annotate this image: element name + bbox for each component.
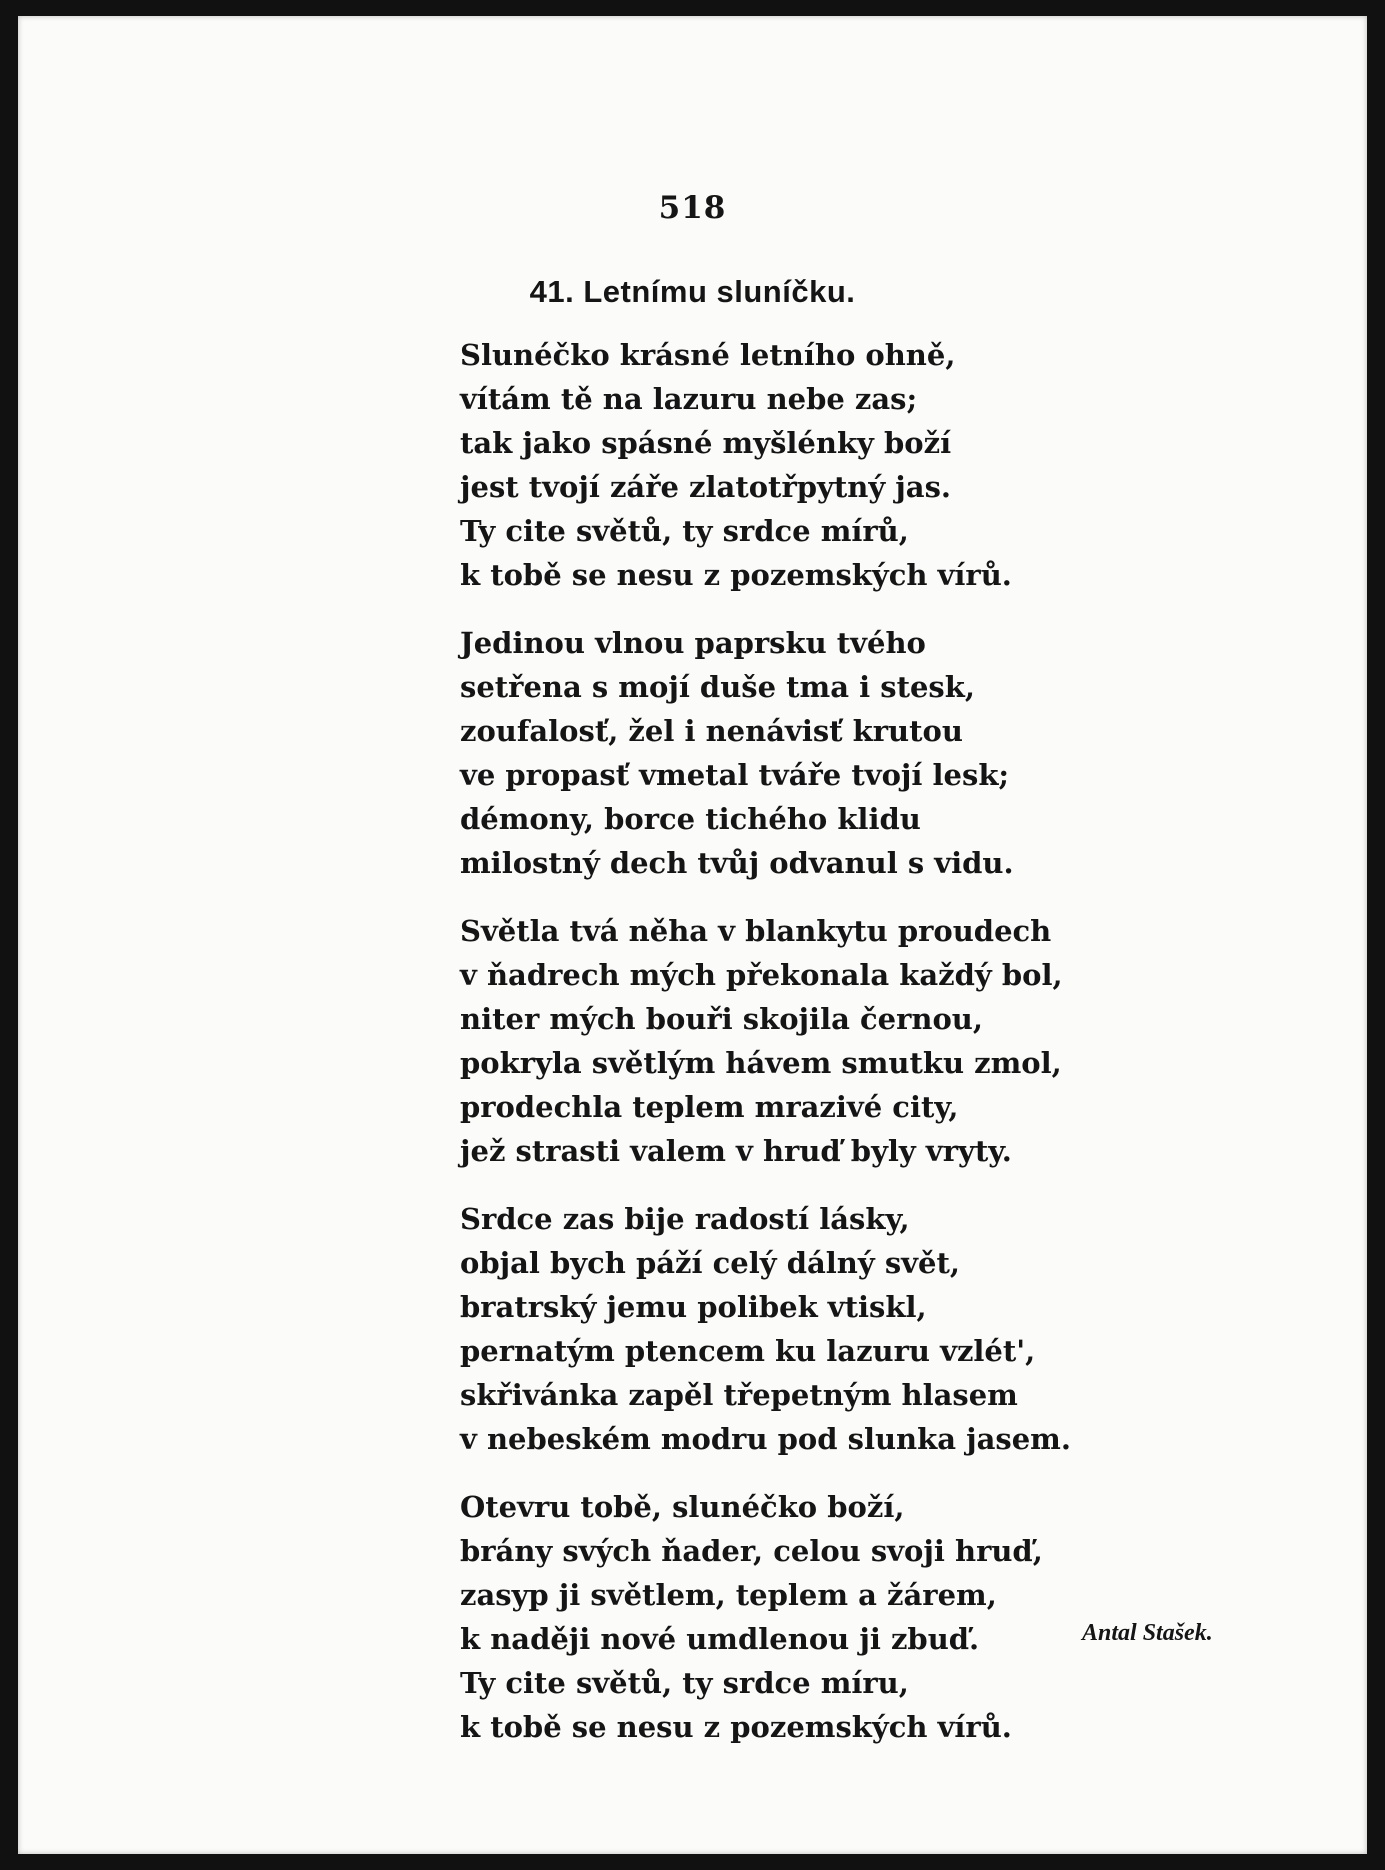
poem-line: objal bych páží celý dálný svět, [460, 1246, 960, 1280]
stanza-2 [460, 621, 1080, 885]
poem-line: Ty cite světů, ty srdce mírů, [460, 514, 909, 548]
poem-title: 41. Letnímu sluníčku. [529, 274, 856, 309]
poem-line: prodechla teplem mrazivé city, [460, 1090, 959, 1124]
poem-line: Srdce zas bije radostí lásky, [460, 1202, 910, 1236]
poem-line: k tobě se nesu z pozemských vírů. [460, 1710, 1012, 1744]
poem-line: milostný dech tvůj odvanul s vidu. [460, 846, 1014, 880]
author-signature: Antal Stašek. [1082, 1620, 1213, 1646]
stanza-3 [460, 909, 1080, 1173]
poem-line: vítám tě na lazuru nebe zas; [460, 382, 918, 416]
poem-line: k naději nové umdlenou ji zbuď. [460, 1622, 980, 1656]
poem-line: v ňadrech mých překonala každý bol, [460, 958, 1063, 992]
poem-line: démony, borce tichého klidu [460, 802, 921, 836]
stanza-1 [460, 333, 1080, 597]
poem-line: jež strasti valem v hruď byly vryty. [460, 1134, 1012, 1168]
poem-line: v nebeském modru pod slunka jasem. [460, 1422, 1071, 1456]
poem-line: Světla tvá něha v blankytu proudech [460, 914, 1052, 948]
poem-line: Otevru tobě, slunéčko boží, [460, 1490, 905, 1524]
poem-line: pokryla světlým hávem smutku zmol, [460, 1046, 1062, 1080]
poem-line: ve propasť vmetal tváře tvojí lesk; [460, 758, 1010, 792]
page-number: 518 [658, 190, 727, 226]
poem-line: setřena s mojí duše tma i stesk, [460, 670, 975, 704]
poem-line: skřivánka zapěl třepetným hlasem [460, 1378, 1018, 1412]
poem-line: zoufalosť, žel i nenávisť krutou [460, 714, 963, 748]
poem-line: zasyp ji světlem, teplem a žárem, [460, 1578, 997, 1612]
poem-line: k tobě se nesu z pozemských vírů. [460, 558, 1012, 592]
poem-line: Slunéčko krásné letního ohně, [460, 338, 956, 372]
poem-body [460, 333, 1080, 1773]
poem-line: brány svých ňader, celou svoji hruď, [460, 1534, 1043, 1568]
poem-line: jest tvojí záře zlatotřpytný jas. [460, 470, 951, 504]
poem-line: Jedinou vlnou paprsku tvého [460, 626, 926, 660]
poem-line: pernatým ptencem ku lazuru vzlét', [460, 1334, 1036, 1368]
poem-line: bratrský jemu polibek vtiskl, [460, 1290, 927, 1324]
poem-line: niter mých bouři skojila černou, [460, 1002, 983, 1036]
poem-line: Ty cite světů, ty srdce míru, [460, 1666, 909, 1700]
poem-line: tak jako spásné myšlénky boží [460, 426, 952, 460]
stanza-4 [460, 1197, 1080, 1461]
stanza-5 [460, 1485, 1080, 1749]
